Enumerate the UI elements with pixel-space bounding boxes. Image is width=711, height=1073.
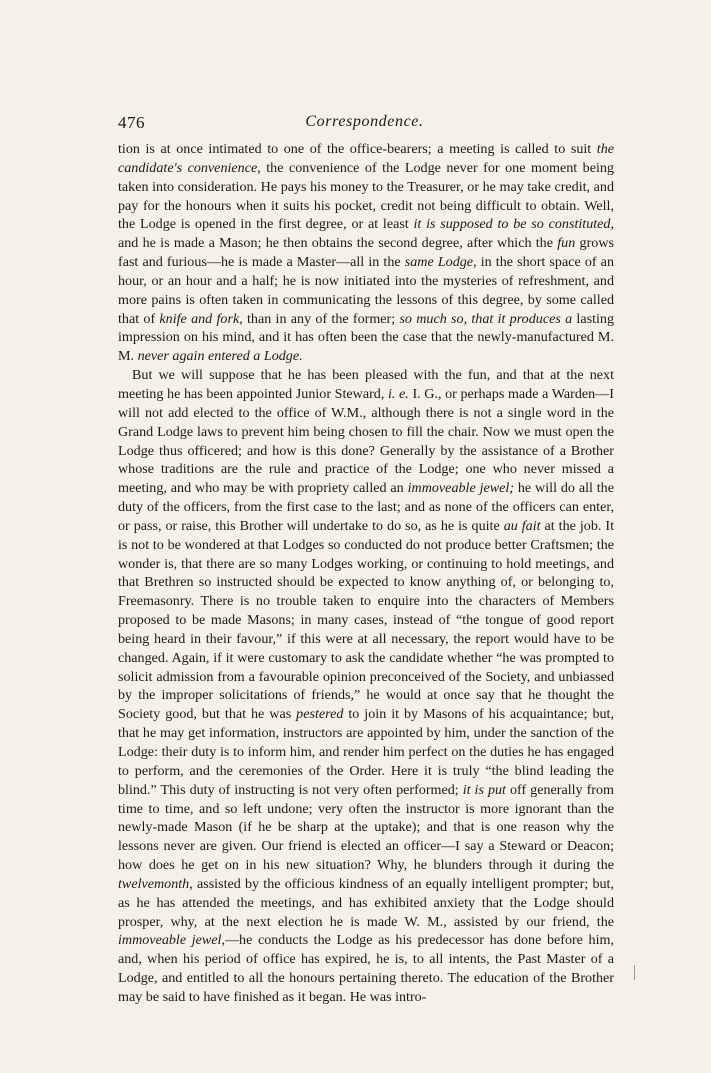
italic-text-run: same Lodge	[404, 254, 474, 271]
text-run: grows fast and furious—he is made a Master—all in the	[118, 235, 614, 271]
running-title: Correspondence.	[305, 113, 424, 130]
text-run: But we will suppose that he has been pleased with the fun, and that at the next meeting he has been appointed Junior Steward,	[118, 367, 614, 402]
text-run: ,—he conducts the Lodge as his predecessor has done before him, and, when his period of office has expired, he is, to all intents, the Past Master of a Lodge, and entitled to all the honours pertaining thereto. The education of the Brother may be said to have finished as it began. He was intro-	[118, 932, 614, 1005]
italic-text-run: twelvemonth	[118, 875, 190, 892]
italic-text-run: it is put	[462, 781, 506, 798]
italic-text-run: pestered	[296, 706, 344, 723]
text-run: I. G., or perhaps made a Warden—I will not add elected to the office of W.M., although there is not a single word in the Grand Lodge laws to prevent him being chosen to fill the chair. Now we must open the Lodge thus officered; and how is this done? Generally by the assistance of a Brother whose traditions are the rule and practice of the Lodge; one who never missed a meeting, and who may be with propriety called an	[118, 385, 614, 497]
italic-text-run: immoveable jewel	[118, 932, 222, 949]
italic-text-run: the candidate's convenience	[118, 141, 614, 176]
text-run: at the job. It is not to be wondered at that Lodges so conducted do not produce better Craftsmen; the wonder is, that there are so many Lodges working, or continuing to hold meetings, and that Brethren so instructed should be expected to know anything of, or belonging to, Freemasonry. There is no trouble taken to enquire into the characters of Members proposed to be made Masons; in many cases, instead of “the tongue of good report being heard in their favour,” if this were at all necessary, the report would have to be changed. Again, if it were customary to ask the candidate whether “he was prompted to solicit admission from a favourable opinion preconceived of the Society, and unbiassed by the improper solicitations of friends,” he would at once say that he thought the Society good, but that he was	[118, 517, 614, 723]
text-run: tion is at once intimated to one of the office-bearers; a meeting is called to suit	[118, 141, 597, 157]
text-run: , than in any of the former;	[239, 310, 400, 327]
text-run: off generally from time to time, and so left undone; very often the instructor is more ignorant than the newly-made Mason (if he be sharp at the uptake); and that is one reason why the lessons never are given. Our friend is elected an officer—I say a Steward or Deacon; how does he get on in his new situation? Why, he blunders through it during the	[118, 781, 615, 874]
italic-text-run: au fait	[503, 517, 541, 534]
text-run: to join it by Masons of his acquaintance; but, that he may get information, instructors are appointed by him, under the sanction of the Lodge: their duty is to inform him, and render him perfect on the duties he has engaged to perform, and the ceremonies of the Order. Here it is truly “the blind leading the blind.” This duty of instructing is not very often performed;	[118, 706, 614, 798]
text-run: , the convenience of the Lodge never for one moment being taken into consideration. He pays his money to the Treasurer, or he may take credit, and pay for the honours when it suits his pocket, credit not being difficult to obtain. Well, the Lodge is opened in the first degree, or at least	[118, 159, 614, 233]
text-run: , assisted by the officious kindness of an equally intelligent prompter; but, as he has attended the meetings, and has exhibited anxiety that the Lodge should prosper, why, at the next election he is made W. M., assisted by our friend, the	[118, 875, 614, 930]
italic-text-run: so much so, that it produces a	[399, 310, 573, 327]
italic-text-run: fun	[557, 235, 576, 252]
paragraph	[118, 140, 614, 366]
scan-mark	[634, 965, 635, 980]
page-number: 476	[118, 113, 145, 132]
paragraph	[118, 366, 614, 1007]
text-run: , and he is made a Mason; he then obtains the second degree, after which the	[118, 216, 614, 252]
italic-text-run: it is supposed to be so constituted	[413, 216, 611, 233]
italic-text-run: i. e.	[387, 385, 409, 402]
italic-text-run: never again entered a Lodge.	[137, 348, 303, 365]
italic-text-run: immoveable jewel;	[407, 480, 515, 497]
text-run: he will do all the duty of the officers, from the first case to the last; and as none of the officers can enter, or pass, or raise, this Brother will undertake to do so, as he is quite	[118, 480, 614, 534]
text-run: lasting impression on his mind, and it has often been the case that the newly-manufactured M. M.	[118, 310, 614, 365]
body-text	[118, 140, 614, 1007]
page-header	[118, 113, 611, 135]
italic-text-run: knife and fork	[159, 310, 240, 327]
text-run: , in the short space of an hour, or an hour and a half; he is now initiated into the mysteries of refreshment, and more pains is often taken in communicating the lessons of this degree, by some called that of	[118, 254, 614, 327]
